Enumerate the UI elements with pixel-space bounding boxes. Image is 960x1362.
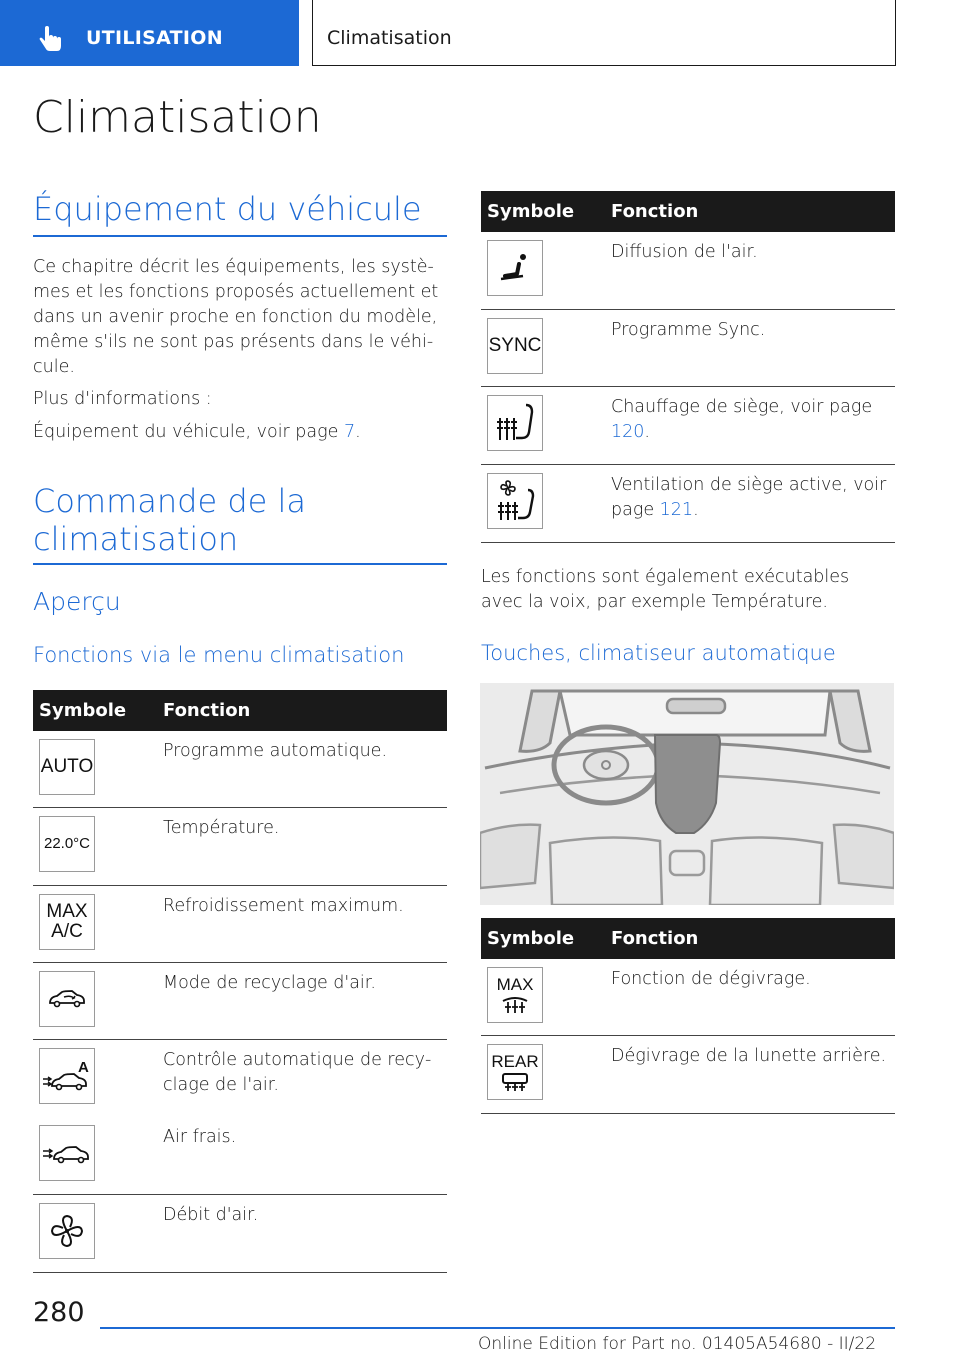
page-number: 280 [33,1297,85,1328]
table-header [481,918,895,959]
table-row [481,232,895,310]
equipment-paragraph: Ce chapitre décrit les équipements, les systèmes et les fonctions proposés actuellement et dans un avenir proche en fonction du modèle, même s'ils ne sont pas présents dans le véhicule. [33,257,439,377]
function-column-header: Fonction [611,201,699,222]
function-text: Air frais. [163,1127,237,1147]
commande-heading [33,482,306,558]
seat-ventilation-page-link[interactable]: 121 [659,500,694,520]
voice-note: Les fonctions sont également exécutables avec la voix, par exemple Température. [481,567,850,612]
function-text: Dégivrage de la lunette arrière. [611,1046,887,1066]
hand-pointer-icon [36,24,66,54]
auto-icon: AUTO [39,739,95,795]
ref-text: Équipement du véhicule, voir page [33,422,344,442]
function-text: Fonction de dégivrage. [611,969,811,989]
seat-heating-page-link[interactable]: 120 [611,422,645,442]
section-tab[interactable] [0,0,299,66]
function-text: Température. [163,818,280,838]
equipment-heading: Équipement du véhicule [33,190,422,228]
buttons-heading: Touches, climatiseur automatique [481,641,836,665]
apercu-heading: Aperçu [33,587,121,616]
symbol-column-header: Symbole [39,700,127,721]
commande-heading-line2: climatisation [33,520,239,558]
chapter-label: Climatisation [327,27,452,49]
car-interior-illustration [480,683,894,905]
fan-icon [39,1203,95,1259]
air-distribution-icon [487,240,543,296]
function-text: Refroidissement maximum. [163,896,404,916]
table-row [481,465,895,543]
menu-functions-table [33,690,447,1273]
page-title: Climatisation [33,92,322,143]
table-row [481,387,895,465]
table-row [33,808,447,886]
table-header [33,690,447,731]
max-ac-icon: MAX A/C [39,894,95,950]
svg-text:A: A [78,1059,89,1076]
function-column-header: Fonction [611,928,699,949]
table-row [481,310,895,387]
rear-defrost-icon: REAR [487,1044,543,1100]
table-row [33,1040,447,1117]
table-row [33,1195,447,1273]
seat-heating-icon [487,395,543,451]
ref-page-link[interactable]: 7 [343,422,356,442]
menu-functions-table-continued [481,191,895,543]
fresh-air-icon [39,1125,95,1181]
max-defrost-icon: MAX [487,967,543,1023]
function-text: Programme Sync. [611,320,766,340]
symbol-column-header: Symbole [487,201,575,222]
table-row [481,959,895,1036]
menu-functions-heading: Fonctions via le menu climatisation [33,643,405,667]
commande-rule [33,563,447,565]
function-text: Programme automatique. [163,741,388,761]
recirculation-icon [39,971,95,1027]
sync-icon: SYNC [487,318,543,374]
chapter-box [312,0,896,66]
symbol-column-header: Symbole [487,928,575,949]
footer-rule [100,1327,895,1329]
seat-ventilation-icon [487,473,543,529]
table-row [481,1036,895,1114]
table-row [33,886,447,963]
function-text: Débit d'air. [163,1205,259,1225]
function-text: Chauffage de siège, voir page 120. [611,397,873,442]
table-row [33,1117,447,1195]
ref-end: . [355,422,361,442]
auto-recirculation-icon [39,1048,95,1104]
buttons-table [481,918,895,1114]
function-text: Diffusion de l'air. [611,242,758,262]
table-header [481,191,895,232]
edition-text: Online Edition for Part no. 01405A54680 - II/22 [478,1334,877,1354]
function-text: Ventilation de siège active, voir page 121. [611,475,887,520]
heading-rule [33,235,447,237]
table-row [33,731,447,808]
commande-heading-line1: Commande de la [33,482,306,520]
function-column-header: Fonction [163,700,251,721]
equipment-reference [33,420,361,445]
table-row [33,963,447,1040]
function-text: Contrôle automatique de recyclage de l'air. [163,1050,432,1095]
section-label: UTILISATION [86,27,223,49]
more-info: Plus d'informations : [33,389,212,409]
function-text: Mode de recyclage d'air. [163,973,376,993]
temperature-icon: 22.0°C [39,816,95,872]
